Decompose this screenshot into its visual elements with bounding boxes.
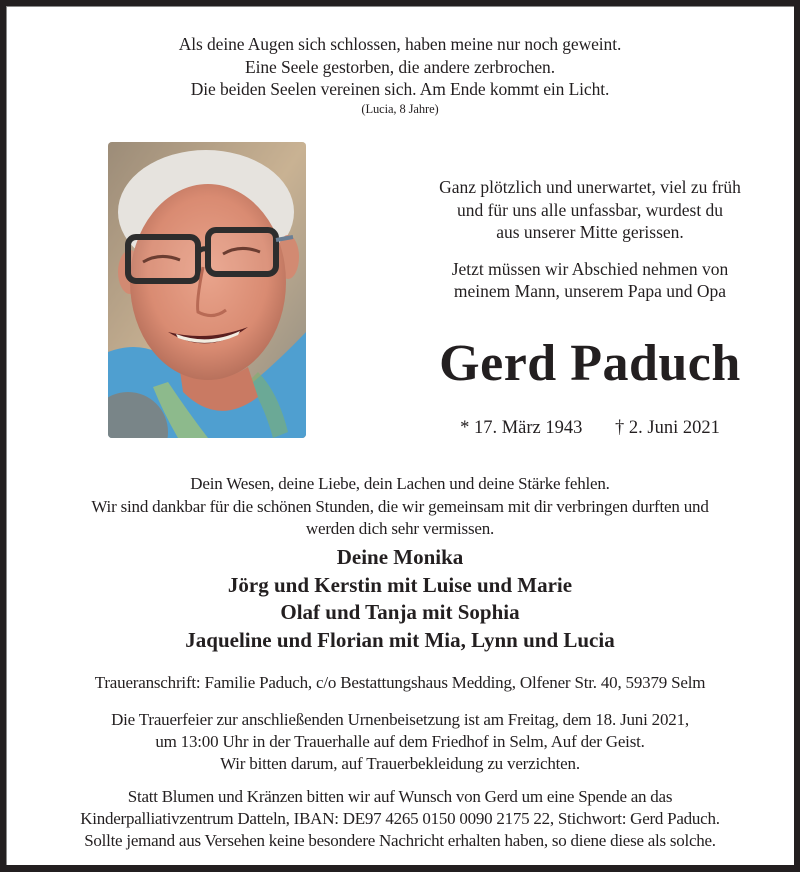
intro-line: und für uns alle unfassbar, wurdest du [456,199,724,220]
deceased-name: Gerd Paduch [439,335,741,392]
intro-line: Ganz plötzlich und unerwartet, viel zu früh [439,177,741,197]
portrait-photo [108,142,306,438]
obituary-page [6,6,794,865]
poem-line: Die beiden Seelen vereinen sich. Am Ende kommt ein Licht. [190,79,610,99]
family-member-line: Deine Monika [336,545,464,569]
ceremony-line: Wir bitten darum, auf Trauerbekleidung zu verzichten. [220,754,580,773]
farewell-line: werden dich sehr vermissen. [305,519,495,538]
donation-info [6,786,794,852]
farewell-line: Dein Wesen, deine Liebe, dein Lachen und deine Stärke fehlen. [190,474,610,493]
poem [6,33,794,117]
poem-line: Als deine Augen sich schlossen, haben meine nur noch geweint. [178,34,622,54]
ceremony-line: Die Trauerfeier zur anschließenden Urnenbeisetzung ist am Freitag, dem 18. Juni 2021, [111,710,689,729]
intro-line: meinem Mann, unserem Papa und Opa [453,281,727,301]
poem-line: Eine Seele gestorben, die andere zerbrochen. [245,56,555,77]
mourning-address: Traueranschrift: Familie Paduch, c/o Bestattungshaus Medding, Olfener Str. 40, 59379 Selm [94,673,706,692]
family-signatures [6,544,794,654]
donation-line: Statt Blumen und Kränzen bitten wir auf Wunsch von Gerd um eine Spende an das [127,787,673,806]
ceremony-line: um 13:00 Uhr in der Trauerhalle auf dem Friedhof in Selm, Auf der Geist. [155,732,645,751]
family-member-line: Olaf und Tanja mit Sophia [280,600,520,624]
farewell-text [6,473,794,541]
donation-line: Sollte jemand aus Versehen keine besondere Nachricht erhalten haben, so diene diese als solche. [84,831,716,850]
portrait-image [108,142,306,438]
family-member-line: Jörg und Kerstin mit Luise und Marie [227,572,573,597]
poem-credit: (Lucia, 8 Jahre) [361,101,439,116]
intro-line: aus unserer Mitte gerissen. [496,222,684,242]
donation-line: Kinderpalliativzentrum Datteln, IBAN: DE97 4265 0150 0090 2175 22, Stichwort: Gerd Paduch. [80,809,720,828]
birth-date: * 17. März 1943 [460,418,583,438]
ceremony-info [6,709,794,775]
intro-line: Jetzt müssen wir Abschied nehmen von [451,258,729,279]
family-member-line: Jaqueline und Florian mit Mia, Lynn und Lucia [185,627,615,652]
farewell-line: Wir sind dankbar für die schönen Stunden, die wir gemeinsam mit dir verbringen durften und [91,496,709,516]
intro-text [390,176,790,303]
death-date: † 2. Juni 2021 [615,418,720,438]
life-dates [390,416,790,440]
